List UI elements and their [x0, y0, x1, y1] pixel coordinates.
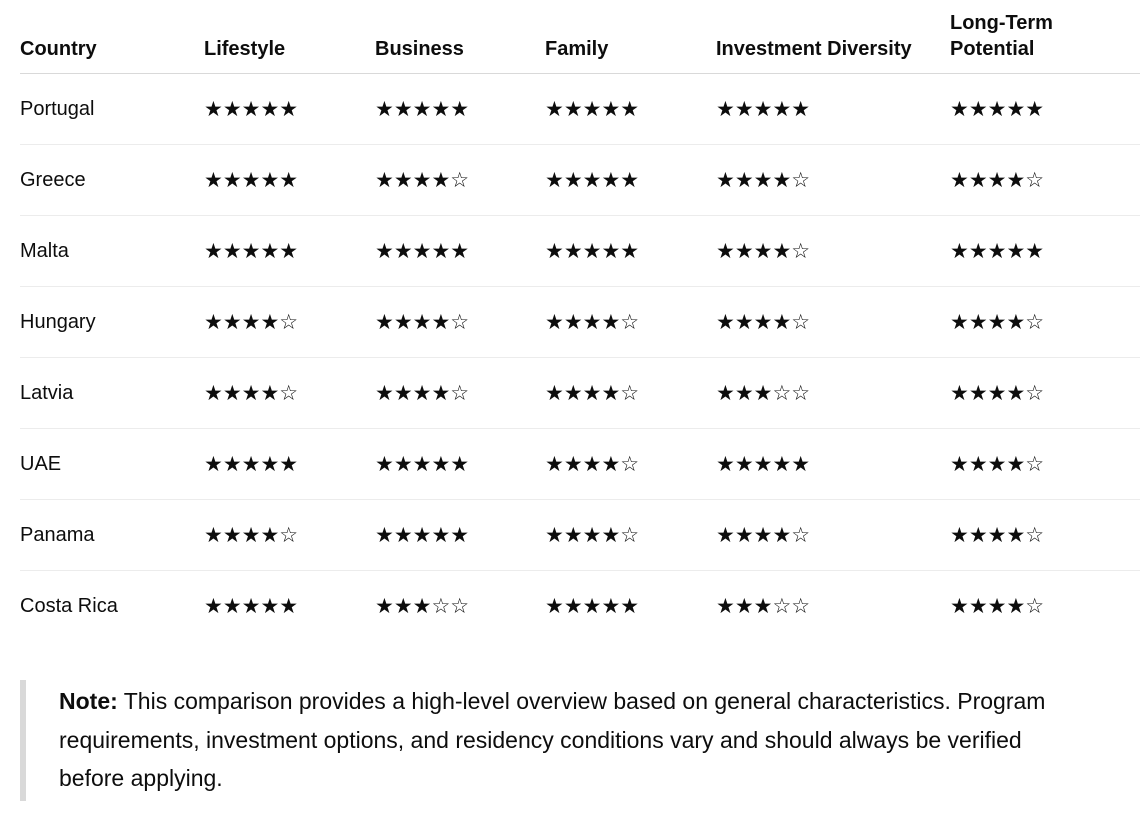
comparison-table-container	[20, 0, 1140, 641]
rating-investment-diversity: ★★★★☆	[716, 287, 950, 358]
table-row	[20, 287, 1140, 358]
rating-lifestyle: ★★★★☆	[204, 287, 375, 358]
note-blockquote	[20, 680, 1060, 801]
header-long-term-potential: Long-Term Potential	[950, 0, 1140, 74]
note-label: Note:	[59, 688, 118, 714]
rating-business: ★★★★☆	[375, 358, 545, 429]
rating-business: ★★★★☆	[375, 287, 545, 358]
rating-lifestyle: ★★★★☆	[204, 358, 375, 429]
rating-business: ★★★★★	[375, 500, 545, 571]
rating-lifestyle: ★★★★★	[204, 594, 299, 618]
rating-long-term-potential: ★★★★★	[950, 216, 1140, 287]
rating-lifestyle: ★★★★★	[204, 429, 375, 500]
rating-lifestyle: ★★★★★	[204, 216, 375, 287]
rating-long-term-potential: ★★★★☆	[950, 429, 1140, 500]
header-lifestyle: Lifestyle	[204, 0, 375, 74]
rating-family: ★★★★☆	[545, 287, 716, 358]
table-row	[20, 216, 1140, 287]
rating-business: ★★★★★	[375, 216, 545, 287]
rating-family: ★★★★★	[545, 74, 716, 145]
rating-family: ★★★★★	[545, 594, 640, 618]
table-row	[20, 358, 1140, 429]
rating-long-term-potential: ★★★★☆	[950, 594, 1045, 618]
table-header-row	[20, 0, 1140, 74]
header-investment-diversity: Investment Diversity	[716, 0, 950, 74]
table-row	[20, 500, 1140, 571]
note-text: This comparison provides a high-level overview based on general characteristics. Program requirements, investment options, and residency conditions vary and should always be verified before applying.	[59, 688, 1046, 791]
rating-long-term-potential: ★★★★☆	[950, 500, 1140, 571]
rating-lifestyle: ★★★★☆	[204, 500, 375, 571]
rating-long-term-potential: ★★★★★	[950, 74, 1140, 145]
rating-investment-diversity: ★★★★☆	[716, 145, 950, 216]
rating-investment-diversity: ★★★★☆	[716, 216, 950, 287]
rating-business: ★★★★★	[375, 429, 545, 500]
comparison-table	[20, 0, 1140, 641]
header-business: Business	[375, 0, 545, 74]
rating-long-term-potential: ★★★★☆	[950, 287, 1140, 358]
rating-business: ★★★☆☆	[375, 594, 470, 618]
table-row	[20, 571, 1140, 642]
country-cell: Latvia	[20, 358, 204, 429]
rating-investment-diversity: ★★★★★	[716, 74, 950, 145]
table-row	[20, 429, 1140, 500]
rating-business: ★★★★☆	[375, 145, 545, 216]
rating-investment-diversity: ★★★★★	[716, 429, 950, 500]
rating-business: ★★★★★	[375, 74, 545, 145]
table-row	[20, 74, 1140, 145]
country-cell: Costa Rica	[20, 594, 118, 617]
rating-family: ★★★★☆	[545, 500, 716, 571]
rating-lifestyle: ★★★★★	[204, 145, 375, 216]
header-country: Country	[20, 0, 204, 74]
rating-long-term-potential: ★★★★☆	[950, 145, 1140, 216]
country-cell: Portugal	[20, 74, 204, 145]
header-family: Family	[545, 0, 716, 74]
rating-family: ★★★★★	[545, 216, 716, 287]
table-row	[20, 145, 1140, 216]
rating-investment-diversity: ★★★★☆	[716, 500, 950, 571]
country-cell: Greece	[20, 145, 204, 216]
rating-family: ★★★★☆	[545, 358, 716, 429]
rating-family: ★★★★★	[545, 145, 716, 216]
rating-lifestyle: ★★★★★	[204, 74, 375, 145]
country-cell: Panama	[20, 500, 204, 571]
rating-long-term-potential: ★★★★☆	[950, 358, 1140, 429]
country-cell: UAE	[20, 429, 204, 500]
rating-family: ★★★★☆	[545, 429, 716, 500]
country-cell: Hungary	[20, 287, 204, 358]
country-cell: Malta	[20, 216, 204, 287]
rating-investment-diversity: ★★★☆☆	[716, 594, 811, 618]
rating-investment-diversity: ★★★☆☆	[716, 358, 950, 429]
